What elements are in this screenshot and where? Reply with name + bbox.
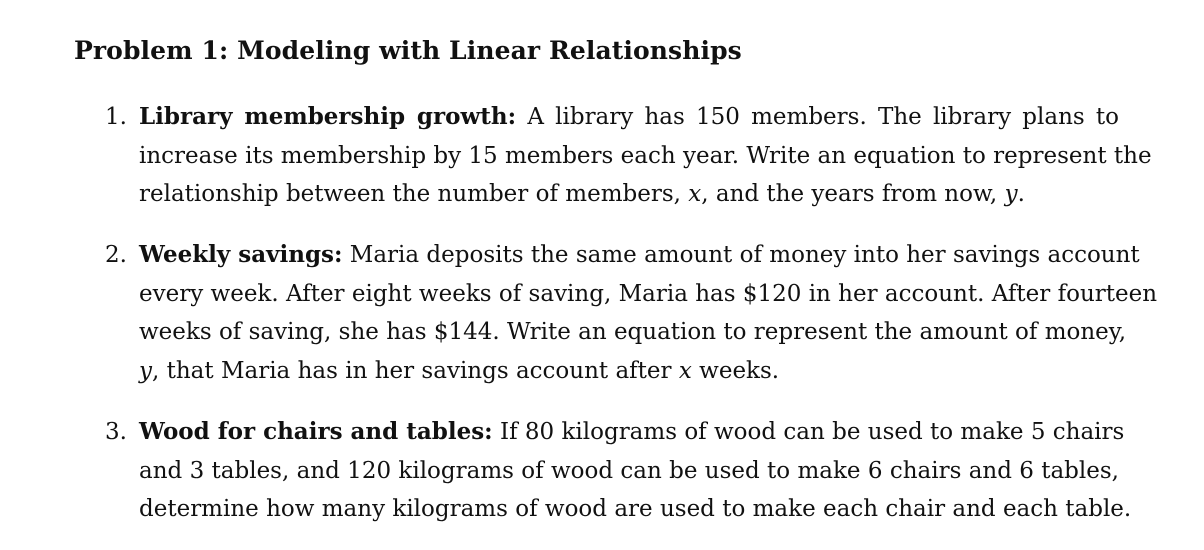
- problem-text: A library has 150 members. The library plans to: [516, 104, 1119, 130]
- problem-line: [139, 236, 1140, 275]
- problem-line: every week. After eight weeks of saving, Maria has $120 in her account. After fourteen: [139, 280, 1158, 307]
- problem-text: Maria deposits the same amount of money into her savings account: [342, 242, 1140, 268]
- problem-text: If 80 kilograms of wood can be used to make 5 chairs: [492, 419, 1125, 445]
- problem-heading: Problem 1: Modeling with Linear Relationships: [74, 36, 742, 65]
- problem-number: 2.: [105, 242, 127, 268]
- problem-line: [139, 413, 1125, 452]
- problem-line: and 3 tables, and 120 kilograms of wood can be used to make 6 chairs and 6 tables,: [139, 457, 1119, 484]
- problem-line: relationship between the number of members, x, and the years from now, y.: [139, 181, 1025, 207]
- problem-title: Wood for chairs and tables:: [139, 418, 493, 445]
- math-variable: x: [678, 357, 692, 384]
- problem-number: 1.: [105, 104, 127, 130]
- problem-line: [139, 98, 1119, 137]
- math-variable: y: [139, 357, 152, 384]
- problem-line: determine how many kilograms of wood are used to make each chair and each table.: [139, 496, 1132, 522]
- problem-line: weeks of saving, she has $144. Write an equation to represent the amount of money,: [139, 319, 1127, 345]
- problem-title: Weekly savings:: [139, 241, 343, 268]
- problem-line: y, that Maria has in her savings account after x weeks.: [139, 357, 780, 384]
- problem-line: increase its membership by 15 members each year. Write an equation to represent the: [139, 142, 1152, 169]
- math-variable: y: [1004, 181, 1018, 207]
- problem-title: Library membership growth:: [139, 103, 517, 130]
- problem-number: 3.: [105, 419, 127, 445]
- math-variable: x: [688, 181, 702, 207]
